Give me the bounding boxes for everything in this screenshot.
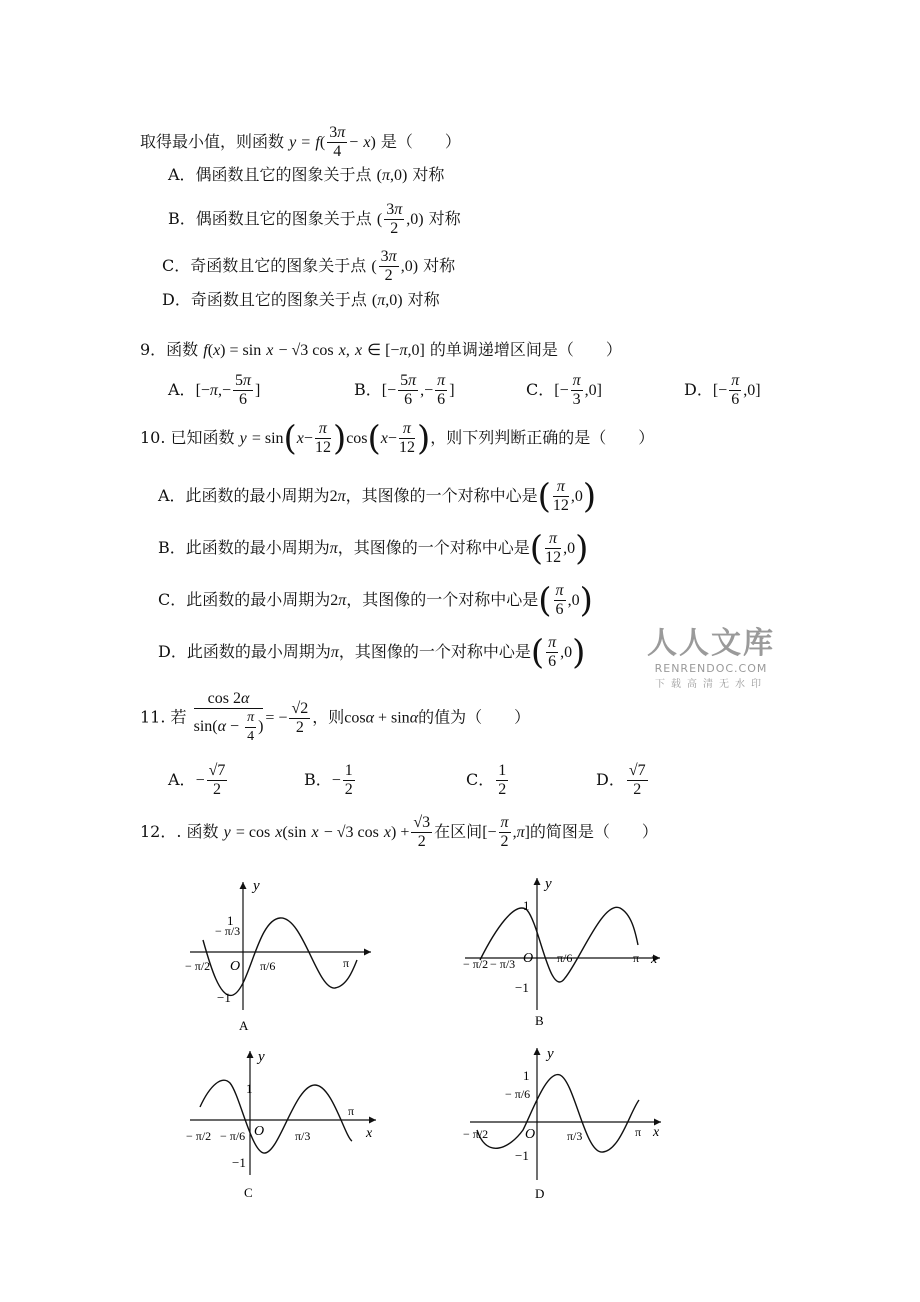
- q8-option-d: D．奇函数且它的图象关于点 (π,0) 对称: [162, 290, 440, 309]
- svg-text:O: O: [230, 959, 241, 974]
- q9-option-a: A．[−π,− $\frac{5\pi}{6}$ ]: [168, 372, 261, 408]
- svg-text:− π/3: − π/3: [215, 924, 241, 938]
- q10-option-c: C．此函数的最小周期为2π，其图像的一个对称中心是( $\frac{\pi}{6}$ ,0): [158, 580, 593, 621]
- svg-text:y: y: [545, 876, 552, 892]
- svg-text:− π/2: − π/2: [463, 1127, 489, 1141]
- q8-option-a: A．偶函数且它的图象关于点 (π,0) 对称: [168, 165, 445, 184]
- svg-text:− π/2: − π/2: [463, 957, 489, 971]
- watermark-title: 人人文库: [647, 626, 775, 661]
- svg-text:O: O: [523, 951, 534, 966]
- q9-option-c: C．[− $\frac{\pi}{3}$ ,0]: [526, 372, 602, 408]
- graph-d-label: D: [535, 1186, 545, 1201]
- svg-text:π: π: [348, 1104, 355, 1118]
- q8-option-b: B．偶函数且它的图象关于点 ( $\frac{3\pi}{2}$ ,0) 对称: [168, 201, 461, 237]
- svg-text:π: π: [635, 1125, 642, 1139]
- svg-text:−1: −1: [232, 1155, 246, 1170]
- svg-text:π/3: π/3: [295, 1129, 311, 1143]
- q10-option-b: B．此函数的最小周期为π，其图像的一个对称中心是( $\frac{\pi}{12}$ ,0): [158, 528, 589, 569]
- svg-text:− π/3: − π/3: [490, 957, 516, 971]
- svg-text:y: y: [253, 878, 260, 894]
- svg-text:−1: −1: [217, 990, 231, 1005]
- q8-stem: 取得最小值，则函数 y = f( $\frac{3\pi}{4}$ − x) 是（ ）: [140, 124, 461, 160]
- graph-a-label: A: [239, 1018, 249, 1033]
- graph-c-label: C: [244, 1185, 253, 1200]
- svg-text:1: 1: [227, 913, 234, 928]
- q8-option-c: C．奇函数且它的图象关于点 ( $\frac{3\pi}{2}$ ,0) 对称: [162, 248, 456, 284]
- svg-text:π: π: [343, 956, 350, 970]
- q11-option-a: A．− $\frac{√7}{2}$: [168, 762, 226, 798]
- svg-text:π/6: π/6: [260, 959, 276, 973]
- svg-text:x: x: [653, 1125, 660, 1140]
- svg-text:− π/2: − π/2: [186, 1129, 212, 1143]
- svg-text:y: y: [258, 1049, 265, 1065]
- graph-b: [455, 870, 675, 1035]
- q12-stem: 12．. 函数 y = cos x(sin x − √3 cos x) + $\frac{√3}{2}$ 在区间[− $\frac{\pi}{2}$ ,π]的简图是（ ）: [140, 814, 658, 850]
- graph-c: [180, 1045, 390, 1210]
- watermark-logo: [646, 618, 776, 690]
- graph-a: [175, 870, 385, 1035]
- graph-b-label: B: [535, 1013, 544, 1028]
- svg-text:−1: −1: [515, 980, 529, 995]
- watermark-slogan: 下载高清无水印: [655, 679, 767, 690]
- q11-option-d: D． $\frac{√7}{2}$: [596, 762, 646, 798]
- svg-text:x: x: [651, 952, 658, 967]
- svg-text:1: 1: [523, 898, 530, 913]
- svg-text:O: O: [525, 1127, 536, 1142]
- svg-text:1: 1: [246, 1081, 253, 1096]
- svg-text:x: x: [366, 1126, 373, 1141]
- q11-option-c: C． $\frac{1}{2}$: [466, 762, 507, 798]
- svg-text:− π/6: − π/6: [220, 1129, 246, 1143]
- graph-d: [455, 1040, 675, 1205]
- q10-option-d: D．此函数的最小周期为π，其图像的一个对称中心是( $\frac{\pi}{6}$ ,0): [158, 632, 586, 673]
- svg-text:− π/6: − π/6: [505, 1087, 531, 1101]
- q10-stem: 10. 已知函数 y = sin(x− $\frac{\pi}{12}$ )cos(x− $\frac{\pi}{12}$ )，则下列判断正确的是（ ）: [140, 418, 655, 459]
- q11-option-b: B．− $\frac{1}{2}$: [304, 762, 353, 798]
- svg-text:π/3: π/3: [567, 1129, 583, 1143]
- q9-option-d: D．[− $\frac{\pi}{6}$ ,0]: [684, 372, 761, 408]
- q10-option-a: A．此函数的最小周期为2π，其图像的一个对称中心是( $\frac{\pi}{12}$ ,0): [158, 476, 597, 517]
- svg-text:π/6: π/6: [557, 951, 573, 965]
- svg-text:y: y: [547, 1046, 554, 1062]
- svg-text:− π/2: − π/2: [185, 959, 211, 973]
- q9-stem: 9．函数 f(x) = sin x − √3 cos x, x ∈ [−π,0] 的单调递增区间是（ ）: [140, 340, 622, 359]
- svg-text:O: O: [254, 1124, 265, 1139]
- svg-text:1: 1: [523, 1068, 530, 1083]
- q11-stem: 11. 若 cos 2α sin(α − $\frac{\pi}{4}$ ) = − $\frac{√2}{2}$ ，则cosα + sinα的值为（ ）: [140, 690, 531, 744]
- q9-option-b: B．[− $\frac{5\pi}{6}$ ,− $\frac{\pi}{6}$ ]: [354, 372, 455, 408]
- watermark-site: RENRENDOC.COM: [654, 662, 768, 675]
- svg-text:π: π: [633, 951, 640, 965]
- svg-text:−1: −1: [515, 1148, 529, 1163]
